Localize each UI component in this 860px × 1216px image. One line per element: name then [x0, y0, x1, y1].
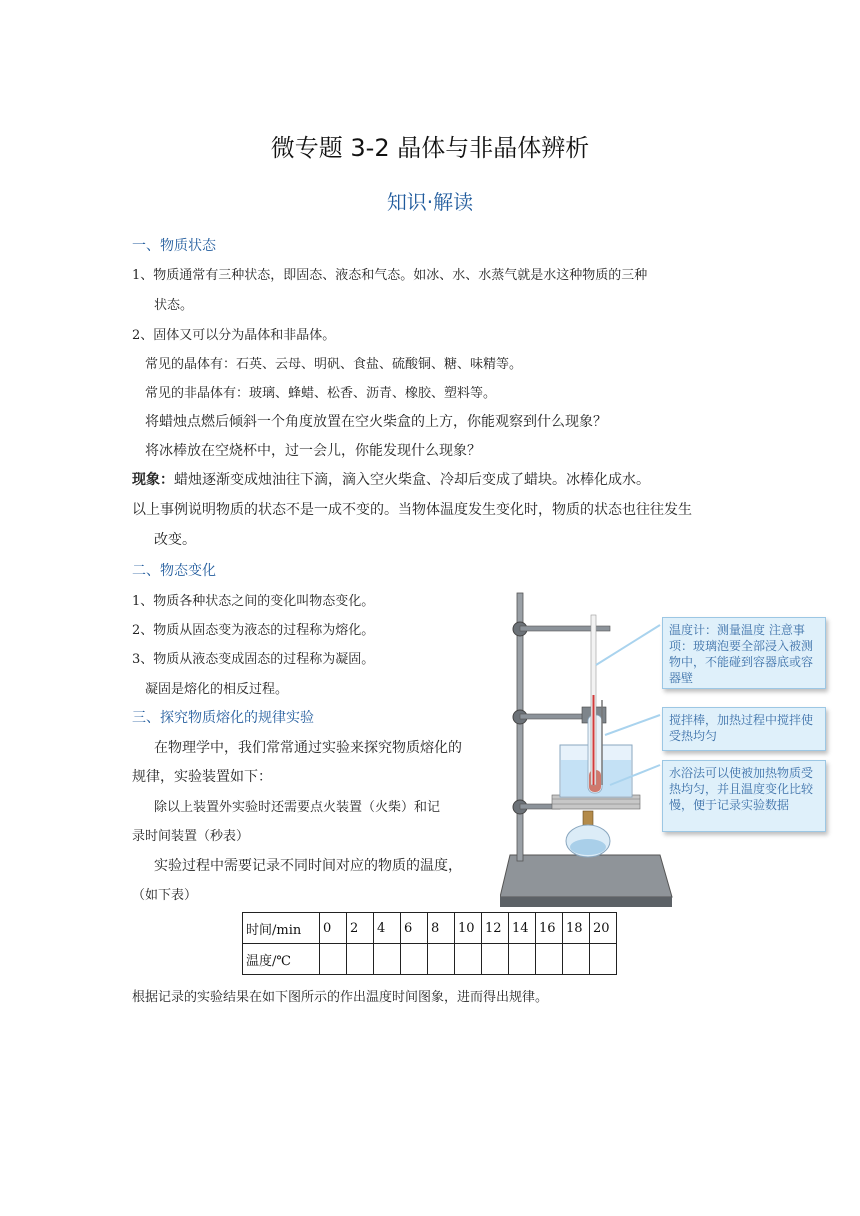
paragraph-line: 3、物质从液态变成固态的过程称为凝固。 — [132, 652, 375, 667]
paragraph-line: 状态。 — [154, 298, 194, 313]
table-cell-empty — [590, 944, 617, 975]
callout-water-bath: 水浴法可以使被加热物质受热均匀，并且温度变化比较慢，便于记录实验数据 — [662, 760, 826, 832]
table-cell-time: 0 — [320, 913, 347, 944]
paragraph-line: 2、固体又可以分为晶体和非晶体。 — [132, 328, 336, 343]
paragraph-line: 实验过程中需要记录不同时间对应的物质的温度， — [154, 858, 462, 874]
paragraph-line: 1、物质通常有三种状态，即固态、液态和气态。如冰、水、水蒸气就是水这种物质的三种 — [132, 268, 648, 283]
table-row — [243, 913, 617, 944]
phenomenon-label: 现象： — [132, 472, 174, 488]
table-cell-time: 10 — [455, 913, 482, 944]
section-heading-experiment: 三、探究物质熔化的规律实验 — [132, 710, 314, 726]
paragraph-line: 在物理学中，我们常常通过实验来探究物质熔化的 — [154, 740, 462, 756]
paragraph-line: 除以上装置外实验时还需要点火装置（火柴）和记 — [154, 800, 441, 815]
section-heading-changes: 二、物态变化 — [132, 563, 216, 579]
table-cell-time: 6 — [401, 913, 428, 944]
table-cell-empty — [536, 944, 563, 975]
table-cell-time: 16 — [536, 913, 563, 944]
section-heading-states: 一、物质状态 — [132, 238, 216, 254]
table-cell-time: 8 — [428, 913, 455, 944]
footer-paragraph: 根据记录的实验结果在如下图所示的作出温度时间图象，进而得出规律。 — [132, 990, 549, 1005]
paragraph-line: 常见的晶体有：石英、云母、明矾、食盐、硫酸铜、糖、味精等。 — [145, 357, 523, 372]
callout-stirrer: 搅拌棒，加热过程中搅拌使受热均匀 — [662, 707, 826, 751]
paragraph-line: 1、物质各种状态之间的变化叫物态变化。 — [132, 594, 375, 609]
paragraph-line: （如下表） — [132, 888, 198, 903]
table-cell-time: 18 — [563, 913, 590, 944]
paragraph-line: 将蜡烛点燃后倾斜一个角度放置在空火柴盒的上方，你能观察到什么现象？ — [145, 414, 607, 430]
table-cell-empty — [428, 944, 455, 975]
paragraph-line: 常见的非晶体有：玻璃、蜂蜡、松香、沥青、橡胶、塑料等。 — [145, 386, 497, 401]
paragraph-line: 录时间装置（秒表） — [132, 829, 250, 844]
table-header-time: 时间/min — [243, 913, 320, 944]
table-cell-empty — [347, 944, 374, 975]
phenomenon-text: 蜡烛逐渐变成烛油往下滴，滴入空火柴盒、冷却后变成了蜡块。冰棒化成水。 — [174, 472, 650, 488]
callout-thermometer: 温度计：测量温度 注意事项：玻璃泡要全部浸入被测物中，不能碰到容器底或容器壁 — [662, 617, 826, 689]
table-cell-empty — [482, 944, 509, 975]
section-subtitle: 知识·解读 — [386, 190, 474, 214]
table-cell-time: 12 — [482, 913, 509, 944]
experiment-apparatus-illustration — [500, 585, 675, 910]
table-cell-empty — [509, 944, 536, 975]
paragraph-line: 改变。 — [154, 532, 196, 548]
table-cell-time: 2 — [347, 913, 374, 944]
table-row — [243, 944, 617, 975]
page-title: 微专题 3-2 晶体与非晶体辨析 — [270, 134, 590, 162]
paragraph-line: 凝固是熔化的相反过程。 — [145, 682, 289, 697]
table-cell-empty — [455, 944, 482, 975]
paragraph-line: 将冰棒放在空烧杯中，过一会儿，你能发现什么现象？ — [145, 443, 481, 459]
table-cell-empty — [374, 944, 401, 975]
time-temperature-table — [242, 912, 617, 975]
table-cell-time: 4 — [374, 913, 401, 944]
phenomenon-line — [132, 469, 650, 489]
table-cell-empty — [563, 944, 590, 975]
table-cell-empty — [320, 944, 347, 975]
paragraph-line: 以上事例说明物质的状态不是一成不变的。当物体温度发生变化时，物质的状态也往往发生 — [132, 502, 692, 518]
paragraph-line: 2、物质从固态变为液态的过程称为熔化。 — [132, 623, 375, 638]
table-cell-time: 20 — [590, 913, 617, 944]
table-cell-time: 14 — [509, 913, 536, 944]
table-cell-empty — [401, 944, 428, 975]
paragraph-line: 规律，实验装置如下： — [132, 769, 272, 785]
table-header-temperature: 温度/℃ — [243, 944, 320, 975]
